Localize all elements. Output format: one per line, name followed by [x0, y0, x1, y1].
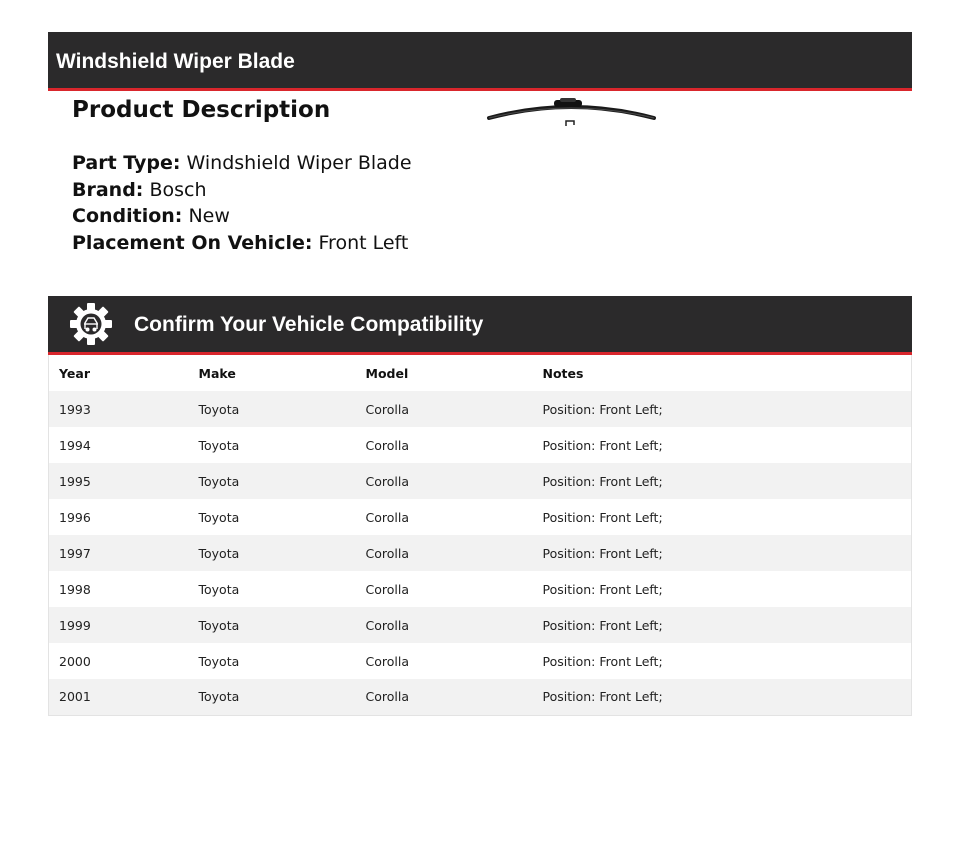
cell-model: Corolla: [365, 581, 409, 597]
spec-value: Windshield Wiper Blade: [186, 152, 412, 174]
cell-make: Toyota: [198, 617, 240, 633]
cell-year: 1995: [59, 473, 91, 489]
spec-row: [72, 177, 412, 204]
cell-notes: Position: Front Left;: [542, 653, 663, 669]
column-header-notes: Notes: [533, 355, 912, 391]
cell-year: 1996: [59, 509, 91, 525]
cell-make: Toyota: [198, 509, 240, 525]
spec-value: Bosch: [149, 178, 207, 201]
cell-model: Corolla: [365, 437, 409, 453]
compatibility-title: Confirm Your Vehicle Compatibility: [134, 313, 484, 336]
table-row: [49, 535, 912, 571]
cell-notes: Position: Front Left;: [542, 581, 663, 597]
cell-make: Toyota: [198, 401, 240, 417]
cell-model: Corolla: [365, 401, 409, 417]
cell-notes: Position: Front Left;: [542, 545, 663, 561]
column-header-make: Make: [189, 355, 356, 391]
spec-row: [72, 230, 412, 257]
spec-key: Condition:: [72, 205, 183, 227]
product-title-banner: [48, 32, 912, 91]
cell-make: Toyota: [198, 689, 240, 705]
spec-value: New: [188, 205, 230, 227]
cell-make: Toyota: [198, 473, 240, 489]
cell-make: Toyota: [198, 581, 240, 597]
cell-year: 1997: [59, 545, 91, 561]
spec-row: [72, 203, 412, 230]
cell-model: Corolla: [365, 545, 409, 561]
cell-year: 1994: [59, 437, 91, 453]
product-specs: [72, 150, 412, 256]
cell-notes: Position: Front Left;: [542, 509, 663, 525]
spec-key: Part Type:: [72, 152, 181, 174]
table-row: [49, 391, 912, 427]
table-row: [49, 427, 912, 463]
cell-make: Toyota: [198, 653, 240, 669]
cell-notes: Position: Front Left;: [542, 473, 663, 489]
cell-model: Corolla: [365, 509, 409, 525]
cell-year: 1999: [59, 617, 91, 633]
spec-value: Front Left: [318, 231, 409, 254]
cell-year: 1998: [59, 581, 91, 597]
cell-notes: Position: Front Left;: [542, 617, 663, 633]
cell-make: Toyota: [198, 545, 240, 561]
cell-year: 1993: [59, 401, 91, 417]
table-row: [49, 679, 912, 715]
product-description-heading: Product Description: [72, 97, 331, 123]
table-row: [49, 499, 912, 535]
cell-year: 2001: [59, 689, 91, 705]
compatibility-table: [48, 355, 912, 716]
table-row: [49, 463, 912, 499]
cell-notes: Position: Front Left;: [542, 401, 663, 417]
product-title: Windshield Wiper Blade: [56, 50, 295, 73]
cell-model: Corolla: [365, 653, 409, 669]
gear-car-icon: [70, 303, 112, 345]
cell-model: Corolla: [365, 689, 409, 705]
compatibility-banner: [48, 296, 912, 355]
spec-key: Placement On Vehicle:: [72, 231, 313, 254]
table-row: [49, 643, 912, 679]
table-row: [49, 571, 912, 607]
cell-make: Toyota: [198, 437, 240, 453]
cell-notes: Position: Front Left;: [542, 689, 663, 705]
column-header-year: Year: [49, 355, 189, 391]
spec-row: [72, 150, 412, 177]
cell-model: Corolla: [365, 617, 409, 633]
cell-year: 2000: [59, 653, 91, 669]
table-row: [49, 607, 912, 643]
cell-model: Corolla: [365, 473, 409, 489]
column-header-model: Model: [356, 355, 533, 391]
spec-key: Brand:: [72, 178, 144, 201]
wiper-blade-image: [486, 96, 656, 130]
table-header-row: [49, 355, 912, 391]
cell-notes: Position: Front Left;: [542, 437, 663, 453]
